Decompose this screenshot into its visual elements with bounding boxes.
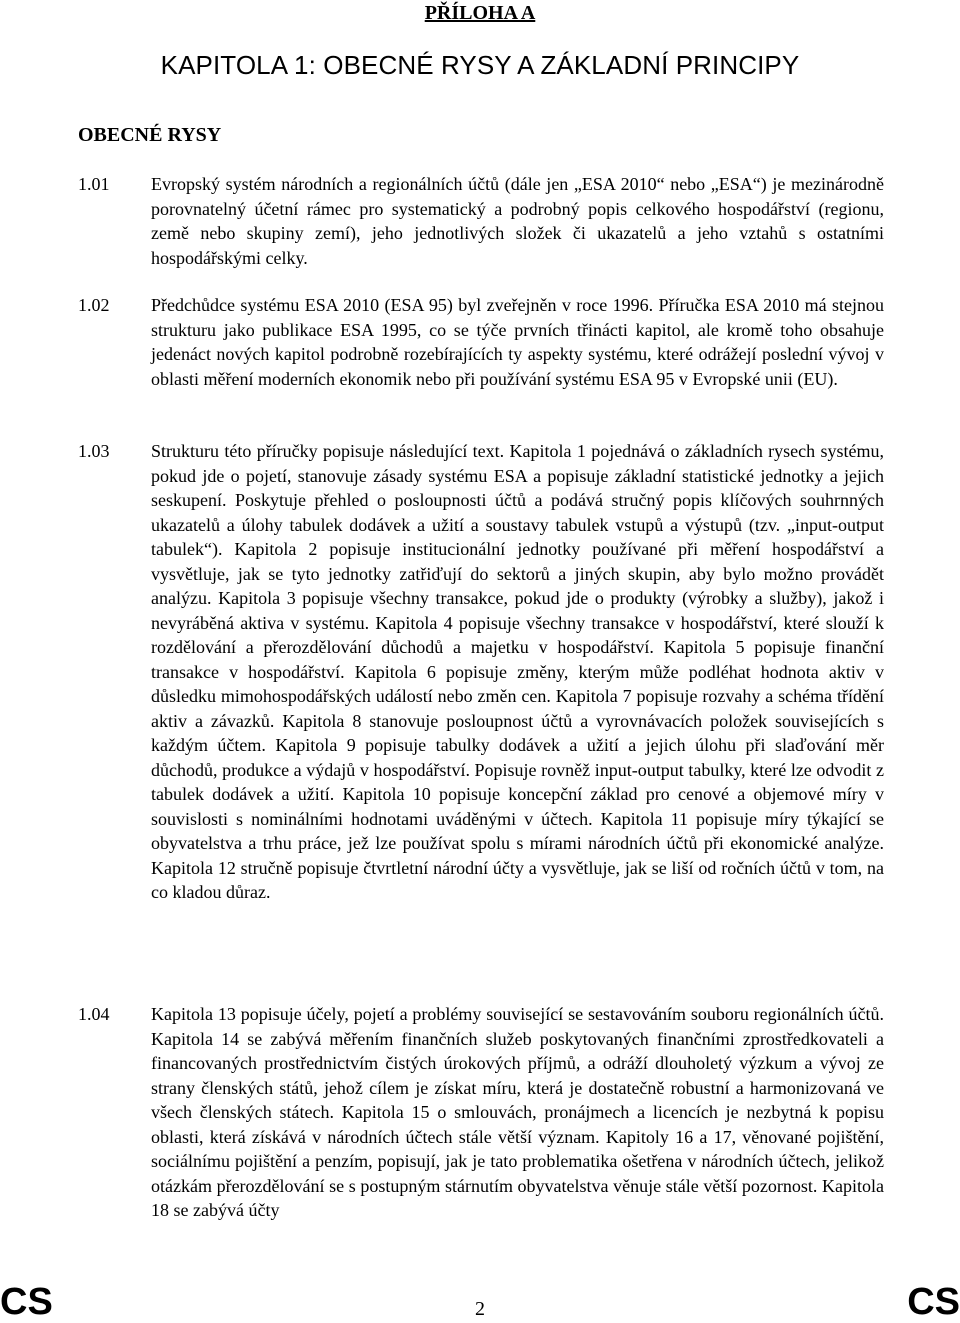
paragraph-number-1-02: 1.02: [78, 295, 110, 315]
page-number: 2: [475, 1298, 485, 1320]
language-mark-left: CS: [0, 1281, 53, 1323]
paragraph-number-1-03: 1.03: [78, 441, 110, 461]
paragraph-number-1-01: 1.01: [78, 174, 110, 194]
paragraph-text-1-03: Strukturu této příručky popisuje následující text. Kapitola 1 pojednává o základních rysech systému, pokud jde o pojetí, stanovuje zásady systému ESA a popisuje základní statistické jednotky a jejich seskupení. Poskytuje přehled o posloupnosti účtů a podává stručný popis klíčových souhrnných ukazatelů a úlohy tabulek dodávek a užití a soustavy tabulek vstupů a výstupů (tzv. „input-output tabulek“). Kapitola 2 popisuje institucionální jednotky používané při měření hospodářství a vysvětluje, jak se tyto jednotky zatřiďují do sektorů a jiných skupin, aby bylo možno provádět analýzu. Kapitola 3 popisuje všechny transakce, pokud jde o produkty (výrobky a služby), jakož i nevyráběná aktiva v systému. Kapitola 4 popisuje všechny transakce v hospodářství, které slouží k rozdělování a přerozdělování důchodů a majetku v hospodářství. Kapitola 5 popisuje finanční transakce v hospodářství. Kapitola 6 popisuje změny, kterým může podléhat hodnota aktiv v důsledku mimohospodářských událostí nebo změn cen. Kapitola 7 popisuje rozvahy a schéma třídění aktiv a závazků. Kapitola 8 stanovuje posloupnost účtů a vyrovnávacích položek souvisejících s každým účtem. Kapitola 9 popisuje tabulky dodávek a užití a jejich úlohu při slaďování měr důchodů, produkce a výdajů v hospodářství. Popisuje rovněž input-output tabulky, které lze odvodit z tabulek dodávek a užití. Kapitola 10 popisuje koncepční základ pro cenové a objemové míry v souvislosti s nominálními hodnotami uváděnými v účtech. Kapitola 11 popisuje míry týkající se obyvatelstva a trhu práce, jež lze používat spolu s mírami národních účtů při ekonomické analýze. Kapitola 12 stručně popisuje čtvrtletní národní účty a vysvětluje, jak se liší od ročních účtů v tom, na co kladou důraz.: [151, 441, 884, 902]
paragraph-number-1-04: 1.04: [78, 1004, 110, 1024]
paragraph-text-1-01: Evropský systém národních a regionálních účtů (dále jen „ESA 2010“ nebo „ESA“) je mezinárodně porovnatelný účetní rámec pro systematický a podrobný popis celkového hospodářství (regionu, země nebo skupiny zemí), jeho jednotlivých složek či ukazatelů a jeho vztahů s ostatními hospodářskými celky.: [151, 174, 884, 268]
section-heading: OBECNÉ RYSY: [78, 124, 222, 146]
language-mark-right: CS: [907, 1281, 960, 1323]
paragraph-text-1-04: Kapitola 13 popisuje účely, pojetí a problémy související se sestavováním souboru regionálních účtů. Kapitola 14 se zabývá měřením finančních služeb poskytovaných finančními zprostředkovateli a financovaných prostřednictvím čistých úrokových příjmů, a odráží dlouholetý výzkum a vývoj ze strany členských států, jehož cílem je získat míru, která je dostatečně robustní a harmonizovaná ve všech členských státech. Kapitola 15 o smlouvách, pronájmech a licencích je nezbytná k popisu oblasti, která získává v národních účtech stále větší význam. Kapitoly 16 a 17, věnované pojištění, sociálnímu pojištění a penzím, popisují, jak je tato problematika ošetřena v národních účtech, jelikož otázkám přerozdělování se s postupným stárnutím obyvatelstva věnuje stále větší pozornost. Kapitola 18 se zabývá účty: [151, 1004, 884, 1220]
chapter-title: KAPITOLA 1: OBECNÉ RYSY A ZÁKLADNÍ PRINCIPY: [160, 50, 800, 80]
paragraph-text-1-02: Předchůdce systému ESA 2010 (ESA 95) byl zveřejněn v roce 1996. Příručka ESA 2010 má stejnou strukturu jako publikace ESA 1995, co se týče prvních třinácti kapitol, ale kromě toho obsahuje jedenáct nových kapitol podrobně rozebírajících ty aspekty systému, které odrážejí poslední vývoj v oblasti měření moderních ekonomik nebo při používání systému ESA 95 v Evropské unii (EU).: [151, 295, 884, 389]
annex-label: PŘÍLOHA A: [424, 2, 536, 24]
